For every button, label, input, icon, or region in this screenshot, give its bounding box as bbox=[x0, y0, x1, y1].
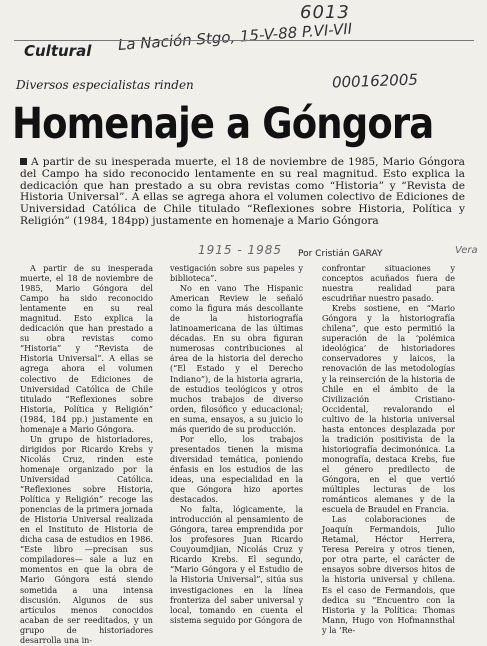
paragraph: Por ello, los trabajos presentados tienen la misma diversidad temática, poniendo énfasis en los estudios de las ideas, una especialidad en la que Góngora hizo aportes destacados. bbox=[170, 434, 303, 505]
section-label: Cultural bbox=[24, 42, 92, 60]
paragraph: A partir de su inesperada muerte, el 18 de noviembre de 1985, Mario Góngora del Campo ha sido reconocido lentamente en su real magnitud. Esto explica la dedicación que han prestado a su obra revistas como “Historia” y “Revista de Historia Universal”. A ellas se agrega ahora el volumen colectivo de Ediciones de Universidad Católica de Chile titulado “Reflexiones sobre Historia, Política y Religión” (1984, 184 pp.) justamente en homenaje a Mario Góngora. bbox=[20, 264, 153, 434]
handwritten-vera: Vera bbox=[455, 245, 478, 256]
bullet-square-icon bbox=[20, 158, 27, 165]
lead-paragraph bbox=[20, 157, 465, 228]
paragraph: vestigación sobre sus papeles y biblioteca”. bbox=[170, 264, 303, 284]
paragraph: Las colaboraciones de Joaquín Fermandois, Julio Retamal, Héctor Herrera, Teresa Pereira y otros tienen, por otra parte, el carácter de ensayos sobre diversos hitos de la historia universal y chilena. Es el caso de Fermandois, que dedica su “Encuentro con la Historia y la Política: Thomas Mann, Hugo von Hofmannsthal y la ‘Re- bbox=[322, 515, 455, 635]
body-column-3 bbox=[322, 264, 455, 636]
paragraph: No falta, lógicamente, la introducción al pensamiento de Góngora, tarea emprendida por los profesores Juan Ricardo Couyoumdjian, Nicolás Cruz y Ricardo Krebs. El segundo, “Mario Góngora y el Estudio de la Historia Universal”, sitúa sus investigaciones en la línea fronteriza del saber universal y local, tomando en cuenta el sistema seguido por Góngora de bbox=[170, 505, 303, 625]
kicker: Diversos especialistas rinden bbox=[16, 78, 194, 92]
body-column-1 bbox=[20, 264, 153, 646]
handwritten-number: 6013 bbox=[300, 2, 350, 23]
paragraph: Un grupo de historiadores, dirigidos por Ricardo Krebs y Nicolás Cruz, rinden este homenaje organizado por la Universidad Católica. “Reflexiones sobre Historia, Política y Religión” recoge las ponencias de la primera jornada de Historia Universal realizada en el Instituto de Historia de dicha casa de estudios en 1986. “Este libro —precisan sus compiladores— sale a luz en momentos en que la obra de Mario Góngora está siendo sometida a una intensa discusión. Algunos de sus artículos menos conocidos acaban de ser reeditados, y un grupo de historiadores desarrolla una in- bbox=[20, 434, 153, 645]
body-column-2 bbox=[170, 264, 303, 626]
handwritten-source-note: La Nación Stgo, 15-V-88 P.VI-VII bbox=[117, 19, 353, 54]
handwritten-code: 000162005 bbox=[331, 70, 419, 92]
handwritten-years: 1915 - 1985 bbox=[198, 243, 283, 257]
section-rule bbox=[14, 40, 474, 41]
paragraph: Krebs sostiene, en “Mario Góngora y la historiografía chilena”, que esto permitió la superación de la ‘polémica ideológica’ de historiadores conservadores y laicos, la renovación de las metodologías y la reinserción de la historia de Chile en el ámbito de la Civilización Cristiano-Occidental, revalorando el cultivo de la historia universal hasta entonces desplazada por la tradición positivista de la historiografía decimonónica. La monografía, destaca Krebs, fue el género predilecto de Góngora, en el que vertió múltiples lecturas de los románticos alemanes y de la escuela de Braudel en Francia. bbox=[322, 304, 455, 515]
paragraph: No en vano The Hispanic American Review le señaló como la figura más descollante de la historiografía latinoamericana de las últimas décadas. En su obra figuran numerosas contribuciones al área de la historia del derecho (“El Estado y el Derecho Indiano”), de la historia agraria, de estudios teológicos y otros muchos trabajos de diverso orden, filosófico y educacional; en suma, ensayos, a su juicio lo más querido de su producción. bbox=[170, 284, 303, 434]
headline: Homenaje a Góngora bbox=[12, 99, 434, 149]
lead-text: A partir de su inesperada muerte, el 18 de noviembre de 1985, Mario Góngora del Campo ha sido reconocido lentamente en su real magnitud. Esto explica la dedicación que han prestado a su obra revistas como “Historia” y “Revista de Historia Universal”. A ellas se agrega ahora el volumen colectivo de Ediciones de Universidad Católica de Chile titulado “Reflexiones sobre Historia, Política y Religión” (1984, 184pp) justamente en homenaje a Mario Góngora bbox=[20, 156, 465, 227]
byline bbox=[298, 249, 382, 259]
byline-author: GARAY bbox=[352, 249, 383, 259]
paragraph: confrontar situaciones y conceptos acuñados fuera de nuestra realidad para escudriñar nuestro pasado. bbox=[322, 264, 455, 304]
byline-prefix: Por Cristián bbox=[298, 249, 350, 259]
